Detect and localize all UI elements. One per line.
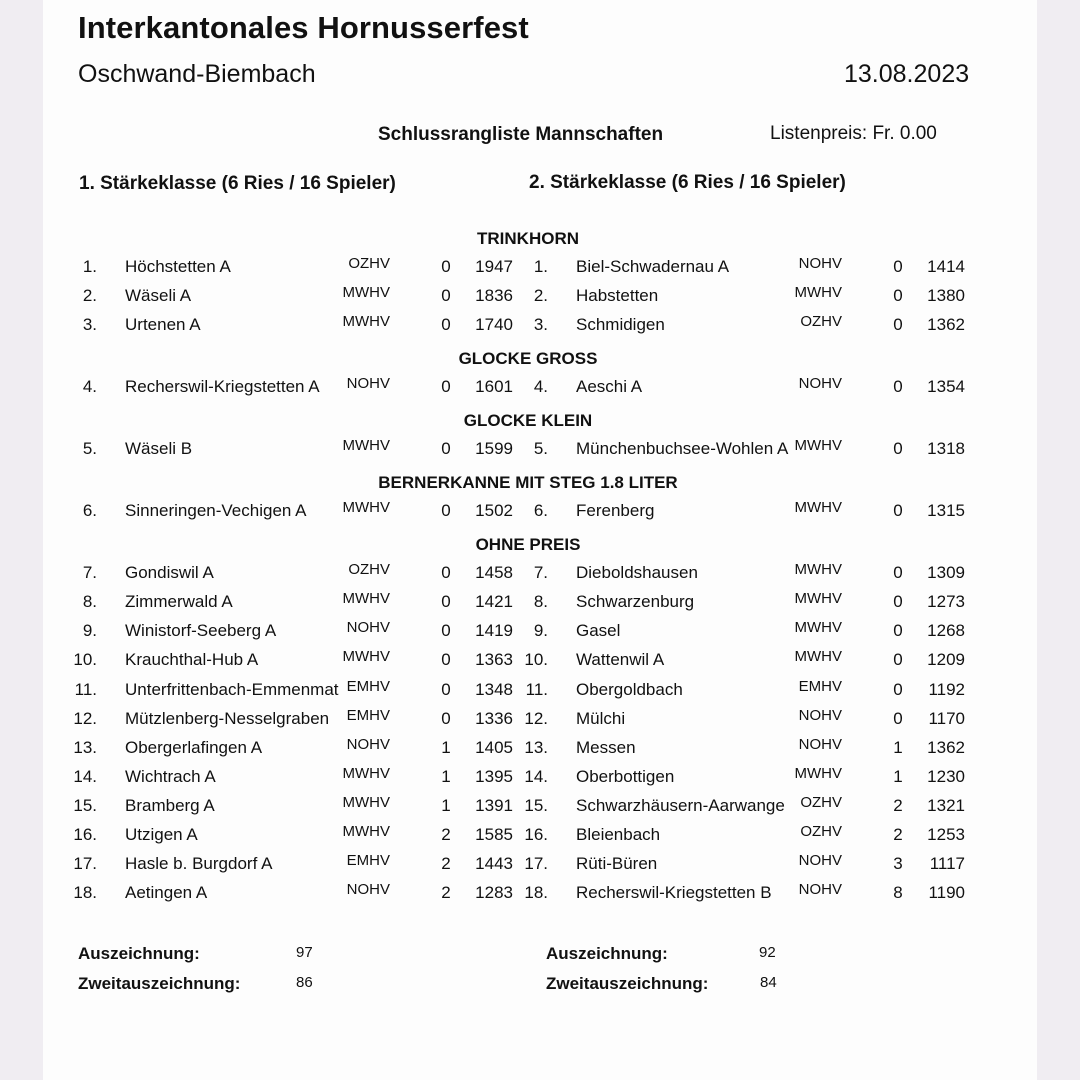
rank-cell: 18. [73,883,97,902]
rank-cell: 13. [524,738,548,757]
team-name-cell: Recherswil-Kriegstetten B [576,883,772,902]
rank-cell: 16. [73,825,97,844]
rank-cell: 11. [525,680,548,699]
nr-cell: 0 [441,621,451,640]
second-award-value: 84 [760,974,777,991]
association-cell: OZHV [800,823,842,840]
association-cell: NOHV [798,255,842,272]
nr-cell: 0 [893,563,903,582]
association-cell: MWHV [794,765,842,782]
team-name-cell: Habstetten [576,286,659,305]
rank-cell: 3. [533,315,548,334]
association-cell: MWHV [342,823,390,840]
table-row [43,680,1013,709]
award-label: Auszeichnung: [546,944,668,963]
team-name-cell: Wattenwil A [576,650,665,669]
nr-cell: 0 [441,592,451,611]
table-row [43,563,1013,592]
points-cell: 1836 [475,286,513,305]
association-cell: MWHV [342,794,390,811]
rank-cell: 17. [73,854,97,873]
nr-cell: 0 [893,377,903,396]
association-cell: OZHV [800,313,842,330]
team-name-cell: Hasle b. Burgdorf A [125,854,273,873]
points-cell: 1321 [927,796,965,815]
points-cell: 1318 [927,439,965,458]
rank-cell: 9. [533,621,548,640]
nr-cell: 1 [441,767,451,786]
nr-cell: 0 [441,563,451,582]
team-name-cell: Schwarzhäusern-Aarwange [576,796,785,815]
rank-cell: 2. [533,286,548,305]
table-row [43,501,1013,530]
rank-cell: 2. [82,286,97,305]
team-name-cell: Schwarzenburg [576,592,695,611]
team-name-cell: Utzigen A [125,825,198,844]
table-row [43,883,1013,912]
nr-cell: 2 [893,796,903,815]
nr-cell: 8 [893,883,903,902]
rank-cell: 10. [73,650,97,669]
association-cell: OZHV [348,561,390,578]
points-cell: 1395 [475,767,513,786]
rank-cell: 9. [82,621,97,640]
nr-cell: 0 [441,650,451,669]
nr-cell: 0 [893,286,903,305]
category-heading: GLOCKE KLEIN [463,411,593,430]
table-row [43,592,1013,621]
team-name-cell: Bramberg A [125,796,215,815]
points-cell: 1599 [475,439,513,458]
association-cell: MWHV [794,437,842,454]
rank-cell: 12. [524,709,548,728]
nr-cell: 0 [893,439,903,458]
nr-cell: 0 [893,680,903,699]
points-cell: 1336 [475,709,513,728]
award-label: Auszeichnung: [78,944,200,963]
team-name-cell: Rüti-Büren [576,854,658,873]
points-cell: 1740 [475,315,513,334]
nr-cell: 0 [441,501,451,520]
team-name-cell: Biel-Schwadernau A [576,257,730,276]
points-cell: 1419 [475,621,513,640]
points-cell: 1405 [475,738,513,757]
list-title: Schlussrangliste Mannschaften [378,124,664,145]
association-cell: NOHV [346,736,390,753]
points-cell: 1230 [927,767,965,786]
team-name-cell: Zimmerwald A [125,592,233,611]
nr-cell: 0 [441,709,451,728]
nr-cell: 0 [893,592,903,611]
team-name-cell: Mützlenberg-Nesselgraben [125,709,330,728]
nr-cell: 2 [441,883,451,902]
nr-cell: 0 [441,257,451,276]
class-1-heading: 1. Stärkeklasse (6 Ries / 16 Spieler) [79,173,396,194]
rank-cell: 3. [82,315,97,334]
association-cell: OZHV [348,255,390,272]
points-cell: 1362 [927,315,965,334]
team-name-cell: Wichtrach A [125,767,216,786]
team-name-cell: Bleienbach [576,825,661,844]
table-row [43,709,1013,738]
team-name-cell: Sinneringen-Vechigen A [125,501,307,520]
award-value: 92 [759,944,776,961]
team-name-cell: Gasel [576,621,621,640]
rank-cell: 4. [533,377,548,396]
table-row [43,286,1013,315]
rank-cell: 16. [524,825,548,844]
rank-cell: 4. [82,377,97,396]
rank-cell: 7. [533,563,548,582]
points-cell: 1458 [475,563,513,582]
team-name-cell: Unterfrittenbach-Emmenmat [125,680,339,699]
points-cell: 1585 [475,825,513,844]
table-row [43,796,1013,825]
rank-cell: 18. [524,883,548,902]
rank-cell: 14. [524,767,548,786]
points-cell: 1253 [927,825,965,844]
category-heading: GLOCKE GROSS [458,349,598,368]
team-name-cell: Gondiswil A [125,563,214,582]
nr-cell: 0 [441,680,451,699]
rank-cell: 12. [73,709,97,728]
association-cell: NOHV [346,881,390,898]
association-cell: MWHV [342,313,390,330]
nr-cell: 0 [893,709,903,728]
points-cell: 1362 [927,738,965,757]
rank-cell: 5. [533,439,548,458]
nr-cell: 0 [893,257,903,276]
association-cell: MWHV [794,499,842,516]
points-cell: 1348 [475,680,513,699]
second-award-label: Zweitauszeichnung: [546,974,709,993]
list-price: Listenpreis: Fr. 0.00 [770,123,937,144]
table-row [43,439,1013,468]
rank-cell: 10. [524,650,548,669]
nr-cell: 1 [441,738,451,757]
points-cell: 1380 [927,286,965,305]
points-cell: 1443 [475,854,513,873]
team-name-cell: Schmidigen [576,315,665,334]
association-cell: OZHV [800,794,842,811]
team-name-cell: Messen [576,738,636,757]
association-cell: NOHV [798,707,842,724]
rank-cell: 1. [82,257,97,276]
points-cell: 1947 [475,257,513,276]
nr-cell: 0 [893,501,903,520]
nr-cell: 0 [893,315,903,334]
association-cell: EMHV [346,852,390,869]
association-cell: MWHV [794,619,842,636]
points-cell: 1363 [475,650,513,669]
event-location: Oschwand-Biembach [78,60,316,88]
team-name-cell: Obergerlafingen A [125,738,263,757]
rank-cell: 6. [82,501,97,520]
rank-cell: 8. [533,592,548,611]
association-cell: EMHV [346,707,390,724]
rank-cell: 11. [74,680,97,699]
page-title: Interkantonales Hornusserfest [78,10,529,45]
table-row [43,377,1013,406]
association-cell: EMHV [346,678,390,695]
points-cell: 1273 [927,592,965,611]
event-date: 13.08.2023 [844,60,970,88]
points-cell: 1391 [475,796,513,815]
rank-cell: 6. [533,501,548,520]
points-cell: 1421 [475,592,513,611]
second-award-label: Zweitauszeichnung: [78,974,241,993]
team-name-cell: Höchstetten A [125,257,231,276]
team-name-cell: Dieboldshausen [576,563,698,582]
association-cell: NOHV [798,375,842,392]
rank-cell: 1. [533,257,548,276]
table-row [43,854,1013,883]
table-row [43,621,1013,650]
nr-cell: 0 [893,621,903,640]
team-name-cell: Oberbottigen [576,767,675,786]
team-name-cell: Aeschi A [576,377,643,396]
association-cell: MWHV [794,284,842,301]
team-name-cell: Urtenen A [125,315,201,334]
team-name-cell: Wäseli B [125,439,193,458]
nr-cell: 2 [893,825,903,844]
team-name-cell: Recherswil-Kriegstetten A [125,377,320,396]
association-cell: MWHV [342,648,390,665]
points-cell: 1502 [475,501,513,520]
points-cell: 1209 [927,650,965,669]
nr-cell: 1 [893,738,903,757]
rank-cell: 15. [524,796,548,815]
table-row [43,767,1013,796]
points-cell: 1190 [928,883,965,902]
nr-cell: 0 [441,315,451,334]
team-name-cell: Ferenberg [576,501,655,520]
team-name-cell: Wäseli A [125,286,192,305]
rank-cell: 15. [73,796,97,815]
association-cell: MWHV [342,284,390,301]
team-name-cell: Aetingen A [125,883,208,902]
points-cell: 1170 [928,709,965,728]
nr-cell: 2 [441,854,451,873]
points-cell: 1192 [928,680,965,699]
nr-cell: 0 [441,439,451,458]
table-row [43,257,1013,286]
class-2-heading: 2. Stärkeklasse (6 Ries / 16 Spieler) [529,172,846,193]
nr-cell: 1 [441,796,451,815]
rank-cell: 13. [73,738,97,757]
category-heading: TRINKHORN [477,229,579,248]
team-name-cell: Mülchi [576,709,626,728]
document-page [43,0,1037,1080]
association-cell: NOHV [346,375,390,392]
points-cell: 1268 [927,621,965,640]
rank-cell: 17. [524,854,548,873]
nr-cell: 3 [893,854,903,873]
association-cell: NOHV [798,881,842,898]
association-cell: EMHV [798,678,842,695]
table-row [43,738,1013,767]
association-cell: NOHV [798,736,842,753]
team-name-cell: Krauchthal-Hub A [125,650,259,669]
association-cell: NOHV [346,619,390,636]
rank-cell: 5. [82,439,97,458]
points-cell: 1283 [475,883,513,902]
team-name-cell: Obergoldbach [576,680,683,699]
points-cell: 1309 [927,563,965,582]
rank-cell: 8. [82,592,97,611]
association-cell: MWHV [342,499,390,516]
rank-cell: 7. [82,563,97,582]
association-cell: NOHV [798,852,842,869]
table-row [43,825,1013,854]
association-cell: MWHV [342,437,390,454]
second-award-value: 86 [296,974,313,991]
category-heading: OHNE PREIS [475,535,581,554]
association-cell: MWHV [794,561,842,578]
points-cell: 1117 [929,854,965,873]
rank-cell: 14. [73,767,97,786]
category-heading: BERNERKANNE MIT STEG 1.8 LITER [378,473,678,492]
nr-cell: 0 [893,650,903,669]
points-cell: 1354 [927,377,965,396]
table-row [43,650,1013,679]
nr-cell: 1 [893,767,903,786]
nr-cell: 2 [441,825,451,844]
nr-cell: 0 [441,286,451,305]
points-cell: 1601 [475,377,513,396]
association-cell: MWHV [342,590,390,607]
team-name-cell: Winistorf-Seeberg A [125,621,277,640]
points-cell: 1414 [927,257,965,276]
table-row [43,315,1013,344]
association-cell: MWHV [794,648,842,665]
association-cell: MWHV [794,590,842,607]
points-cell: 1315 [927,501,965,520]
award-value: 97 [296,944,313,961]
association-cell: MWHV [342,765,390,782]
team-name-cell: Münchenbuchsee-Wohlen A [576,439,789,458]
nr-cell: 0 [441,377,451,396]
